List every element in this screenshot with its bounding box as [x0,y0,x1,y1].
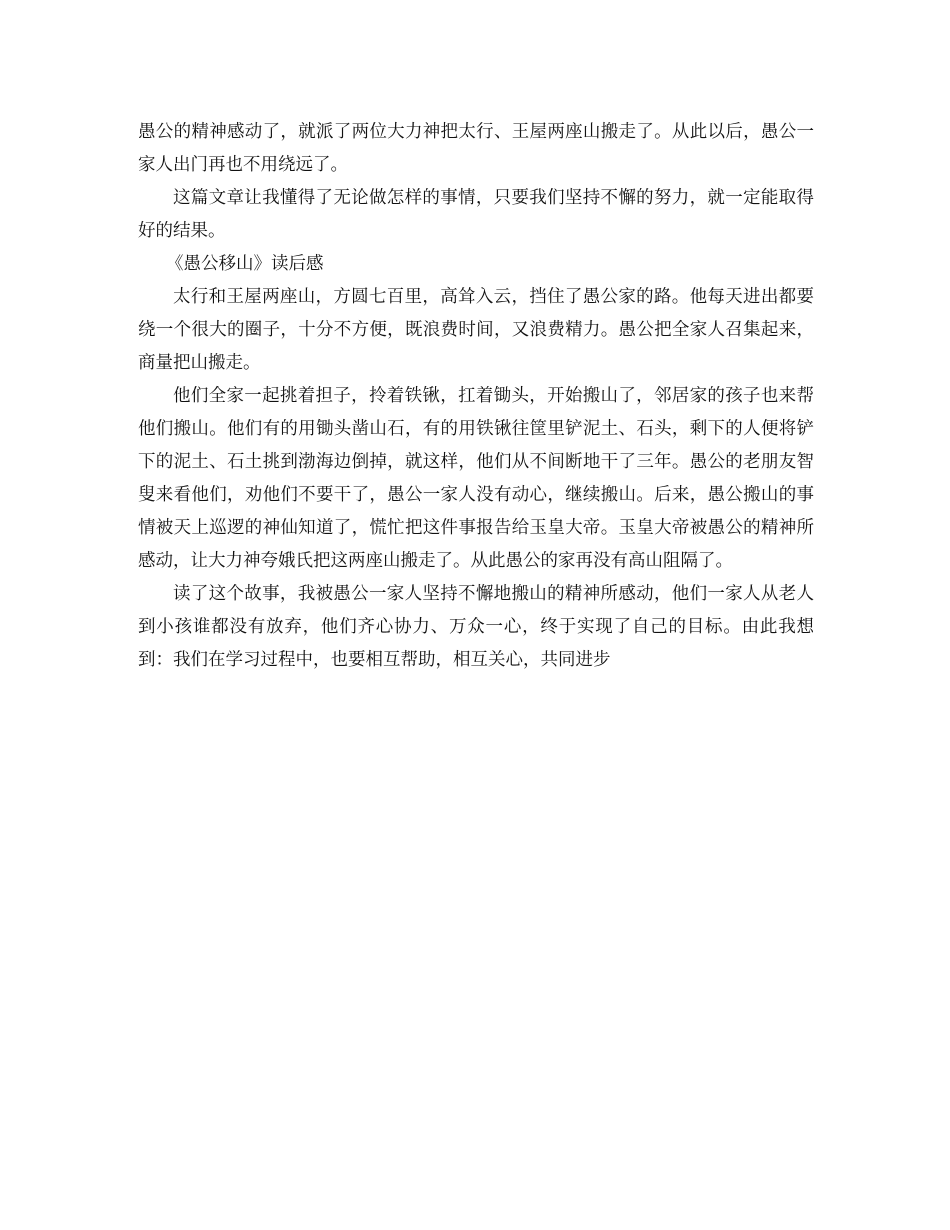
paragraph-story: 他们全家一起挑着担子，拎着铁锹，扛着锄头，开始搬山了，邻居家的孩子也来帮他们搬山。他们有的用锄头凿山石，有的用铁锹往筐里铲泥土、石头，剩下的人便将铲下的泥土、石土挑到渤海边倒掉，就这样，他们从不间断地干了三年。愚公的老朋友智叟来看他们，劝他们不要干了，愚公一家人没有动心，继续搬山。后来，愚公搬山的事情被天上巡逻的神仙知道了，慌忙把这件事报告给玉皇大帝。玉皇大帝被愚公的精神所感动，让大力神夸娥氏把这两座山搬走了。从此愚公的家再没有高山阻隔了。 [138,386,814,571]
paragraph-reflection: 读了这个故事，我被愚公一家人坚持不懈地搬山的精神所感动，他们一家人从老人到小孩谁都没有放弃，他们齐心协力、万众一心，终于实现了自己的目标。由此我想到：我们在学习过程中，也要相互帮助，相互关心，共同进步 [138,584,814,670]
paragraph-conclusion: 这篇文章让我懂得了无论做怎样的事情，只要我们坚持不懈的努力，就一定能取得好的结果。 [138,188,814,241]
essay-title: 《愚公移山》读后感 [166,254,324,274]
paragraph-intro: 太行和王屋两座山，方圆七百里，高耸入云，挡住了愚公家的路。他每天进出都要绕一个很大的圈子，十分不方便，既浪费时间，又浪费精力。愚公把全家人召集起来，商量把山搬走。 [138,287,814,373]
paragraph-continued: 愚公的精神感动了，就派了两位大力神把太行、王屋两座山搬走了。从此以后，愚公一家人出门再也不用绕远了。 [138,122,814,175]
document-body [138,116,814,677]
